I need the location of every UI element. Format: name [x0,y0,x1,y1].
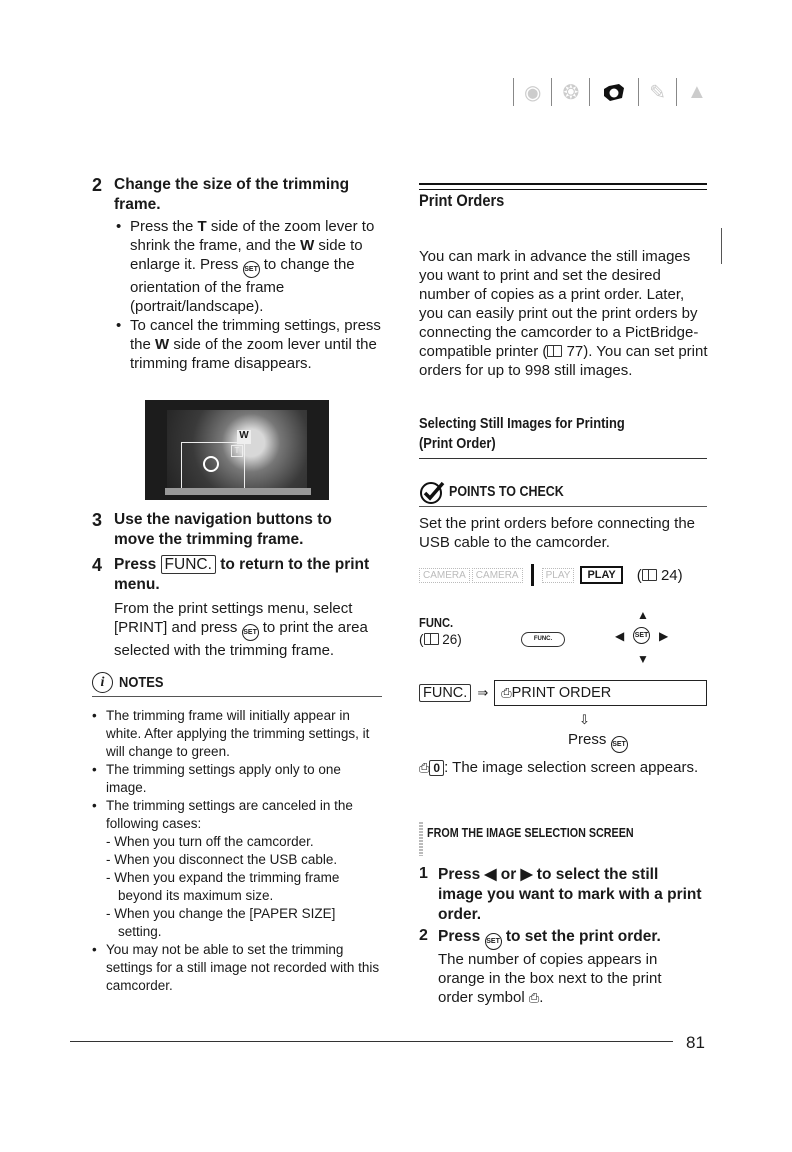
info-icon: i [92,672,113,693]
sub-item: - When you disconnect the USB cable. [106,852,338,867]
notes-list [92,707,382,995]
tab-divider [513,78,514,106]
tab-divider [551,78,552,106]
list-item: • Press the T side of the zoom lever to shrink the frame, and the W side to enlarge it. Press SET to change the orientation of the frame (portrait/landscape). [130,217,398,316]
arrow-down-icon: ⇩ [579,712,590,727]
step-number: 1 [419,865,428,882]
step-3 [92,510,382,550]
wrench-icon: ✎ [649,81,666,104]
intro-text: You can mark in advance the still images you want to print and set the desired number of copies as a print order. Later, you can easily print out the print orders by connecting the camcorder to a PictBridge-compatible printer ( 77). You can set print orders for up to 998 still images. [419,248,708,379]
func-button-label: FUNC. [161,555,216,574]
page-number: 81 [686,1033,705,1052]
mode-row [419,564,709,586]
movie-icon: ❂ [562,81,580,104]
step-title: Press SET to set the print order. [438,927,709,950]
func-ref: ( 26) [419,632,462,647]
printer-icon: ⎙ [501,685,512,700]
list-item: • To cancel the trimming settings, press the W side of the zoom lever until the trimming frame disappears. [130,316,398,373]
points-text: Set the print orders before connecting the USB cable to the camcorder. [419,515,696,551]
notes-icon: ▲ [686,80,707,103]
step-number: 2 [92,175,103,195]
book-icon [642,569,657,581]
sub-item: - When you expand the trimming frame beyond its maximum size. [106,870,340,903]
tab-divider [638,78,639,106]
mode-camera-movie: CAMERA [419,568,470,583]
globe-icon: ◉ [524,81,542,104]
trimming-screenshot [145,400,329,500]
mode-ref: ( 24) [636,566,683,584]
step-title: Press FUNC. to return to the print menu. [114,556,370,593]
func-button-label: FUNC. [419,684,471,702]
zoom-T-label: T [231,445,243,457]
subhead: Selecting Still Images for Printing (Print Order) [419,415,625,452]
selection-screen-text: ⎙ 0 : The image selection screen appears. [419,759,699,776]
set-button-icon: SET [611,736,628,753]
book-icon [424,633,439,645]
print-order-icon: ⎙ [528,990,540,1005]
set-button-icon: SET [485,933,502,950]
print-order-icon: ⎙ [419,760,430,775]
notes-header [92,672,382,697]
step-4-body: From the print settings menu, select [PRINT] and press SET to print the area selected with the trimming frame. [114,600,368,659]
tab-divider [589,78,590,106]
points-heading: POINTS TO CHECK [449,484,564,500]
step-2 [92,175,382,373]
list-item: • The trimming settings apply only to one image. [106,761,382,797]
from-heading-bar [419,822,423,856]
list-item: • The trimming settings are canceled in the following cases: - When you turn off the camcorder. - When you disconnect the USB cable. - When you expand the trimming frame beyond its maximum size. - When you change the [PAPER SIZE] setting. [106,797,382,941]
book-icon [547,345,562,357]
camera-icon [600,80,628,104]
step-4 [92,555,387,660]
footer-rule [70,1041,673,1042]
sub-item: - When you turn off the camcorder. [106,834,314,849]
notes-heading: NOTES [119,674,164,691]
list-item: • You may not be able to set the trimming settings for a still image not recorded with this camcorder. [106,941,382,995]
margin-mark [721,228,722,264]
nav-pad-icon: ▲ ▼ ◀ ▶ SET [615,608,669,666]
step-2-bullets [114,217,398,373]
step-number: 2 [419,927,428,944]
checkmark-icon [419,480,445,504]
press-set: Press SET [568,730,628,753]
arrow-right-icon: ⇒ [477,685,489,700]
mode-play-photo: PLAY [580,566,622,584]
step-number: 3 [92,510,103,530]
func-label: FUNC. [419,615,454,630]
step-body: The number of copies appears in orange in the box next to the print order symbol ⎙. [438,951,662,1006]
step-title: Change the size of the trimming frame. [114,176,350,213]
sub-item: - When you change the [PAPER SIZE] setting. [106,906,336,939]
zoom-W-label: W [237,430,251,444]
menu-path [419,680,707,706]
func-button-icon: FUNC. [521,632,565,647]
set-button-icon: SET [242,624,259,641]
mode-play-movie: PLAY [542,568,575,583]
set-button-icon: SET [633,627,650,644]
title-rule [419,183,707,190]
screen-bottom-bar [165,488,311,495]
mode-divider [531,564,534,586]
set-button-icon: SET [243,261,260,278]
points-header [419,480,707,507]
tab-divider [676,78,677,106]
subhead-rule [419,458,707,459]
step-number: 4 [92,555,103,575]
step-title: Use the navigation buttons to move the trimming frame. [114,511,332,548]
from-heading: FROM THE IMAGE SELECTION SCREEN [427,826,634,840]
notes-section [92,672,382,995]
sub-step-1 [419,865,709,925]
trimming-icon [203,456,219,472]
sub-step-2 [419,927,709,1007]
step-title: Press ◀ or ▶ to select the still image you want to mark with a print order. [438,866,702,923]
print-order-menu-item: ⎙ PRINT ORDER [494,680,707,706]
copies-box: 0 [429,760,444,776]
list-item: • The trimming frame will initially appear in white. After applying the trimming settings, it will change to green. [106,707,382,761]
section-title: Print Orders [419,191,505,210]
header-tabs [503,78,707,106]
mode-camera-photo: CAMERA [472,568,523,583]
